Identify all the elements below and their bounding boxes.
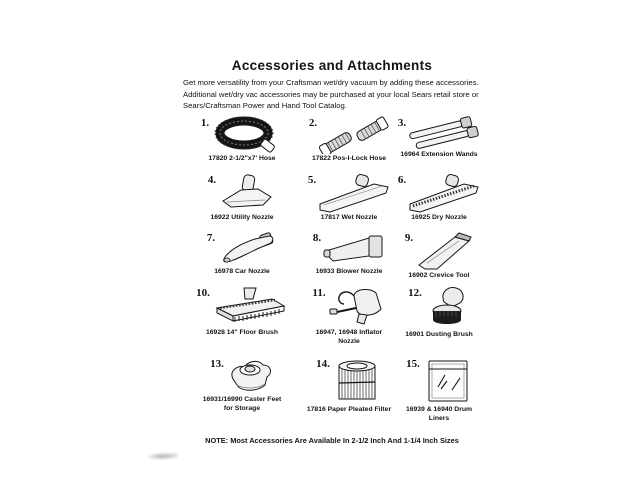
- accessory-item-5: [301, 173, 397, 231]
- accessory-grid: [183, 116, 481, 429]
- accessory-item-14: [301, 357, 397, 429]
- drum-liners-icon: [422, 357, 472, 405]
- manual-page: [183, 58, 481, 445]
- accessory-item-11: [301, 286, 397, 357]
- accessory-item-4: [183, 173, 301, 231]
- item-caption: 16978 Car Nozzle: [214, 268, 270, 276]
- item-number: 9.: [404, 232, 414, 245]
- item-number: 1.: [200, 117, 210, 130]
- item-number: 6.: [397, 174, 407, 187]
- item-caption: 16939 & 16940 Drum Liners: [405, 406, 473, 423]
- item-number: 4.: [207, 174, 217, 187]
- accessory-item-8: [301, 231, 397, 286]
- page-title: Accessories and Attachments: [231, 58, 433, 73]
- item-number: 15.: [406, 358, 420, 371]
- accessory-item-12: [397, 286, 481, 357]
- intro-paragraph: Get more versatility from your Craftsman wet/dry vacuum by adding these accessories.: [183, 78, 479, 87]
- item-number: 8.: [312, 232, 322, 245]
- extension-wands-icon: [408, 116, 480, 150]
- accessory-item-10: [183, 286, 301, 357]
- item-number: 2.: [308, 117, 318, 130]
- item-caption: 17822 Pos-I-Lock Hose: [311, 155, 387, 163]
- crevice-tool-icon: [415, 231, 473, 271]
- item-number: 5.: [307, 174, 317, 187]
- utility-nozzle-icon: [218, 173, 276, 213]
- item-caption: 17820 2-1/2"x7' Hose: [208, 155, 276, 163]
- accessory-item-3: [397, 116, 481, 173]
- coiled-hose-icon: [211, 116, 283, 154]
- item-caption: 16901 Dusting Brush: [405, 331, 473, 339]
- inflator-nozzle-icon: [328, 286, 386, 328]
- item-caption: 17816 Paper Pleated Filter: [306, 406, 392, 414]
- accessory-item-6: [397, 173, 481, 231]
- item-number: 3.: [397, 117, 407, 130]
- wet-nozzle-icon: [318, 173, 390, 213]
- pos-i-lock-hose-icon: [319, 116, 389, 154]
- accessory-item-9: [397, 231, 481, 286]
- item-number: 13.: [210, 358, 224, 371]
- accessory-item-7: [183, 231, 301, 286]
- accessory-item-15: [397, 357, 481, 429]
- item-caption: 16902 Crevice Tool: [408, 272, 470, 280]
- accessory-item-1: [183, 116, 301, 173]
- pleated-filter-icon: [332, 357, 382, 405]
- item-number: 11.: [312, 287, 326, 300]
- accessory-item-13: [183, 357, 301, 429]
- item-number: 10.: [196, 287, 210, 300]
- item-caption: 16947, 16948 Inflator Nozzle: [315, 329, 383, 346]
- item-number: 12.: [408, 287, 422, 300]
- dry-nozzle-icon: [408, 173, 480, 213]
- item-number: 14.: [316, 358, 330, 371]
- item-caption: 16931/16990 Caster Feet for Storage: [202, 396, 282, 413]
- item-caption: 16928 14" Floor Brush: [206, 329, 278, 337]
- blower-nozzle-icon: [323, 231, 385, 267]
- dusting-brush-icon: [424, 286, 470, 330]
- accessory-item-2: [301, 116, 397, 173]
- car-nozzle-icon: [217, 231, 277, 267]
- scan-artifact: [148, 452, 178, 461]
- intro-paragraph: Additional wet/dry vac accessories may be purchased at your local Sears retail store or Sears/Craftsman Power and Hand Tool Catalog.: [183, 89, 479, 110]
- caster-feet-icon: [226, 357, 274, 395]
- floor-brush-icon: [212, 286, 288, 328]
- item-caption: 16933 Blower Nozzle: [315, 268, 383, 276]
- item-caption: 16922 Utility Nozzle: [210, 214, 274, 222]
- availability-note: NOTE: Most Accessories Are Available In 2-1/2 Inch And 1-1/4 Inch Sizes: [205, 436, 459, 446]
- item-caption: 16925 Dry Nozzle: [411, 214, 467, 222]
- item-caption: 16964 Extension Wands: [400, 151, 478, 159]
- item-number: 7.: [206, 232, 216, 245]
- item-caption: 17817 Wet Nozzle: [320, 214, 378, 222]
